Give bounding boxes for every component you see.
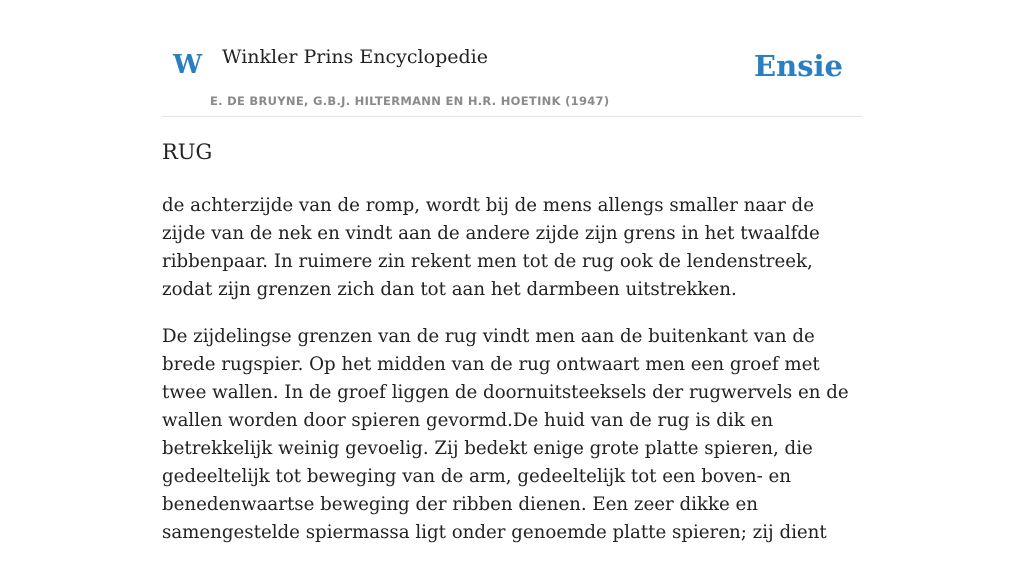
entry-title: RUG [162, 140, 213, 164]
ensie-logo[interactable]: Ensie [754, 49, 843, 83]
entry-paragraph: De zijdelingse grenzen van de rug vindt men aan de buitenkant van de brede rugspier. Op het midden van de rug ontwaart men een groef met twee wallen. In de groef liggen de doornuitsteeksels der rugwervels en de wallen worden door spieren gevormd.De huid van de rug is dik en betrekkelijk weinig gevoelig. Zij bedekt enige grote platte spieren, die gedeeltelijk tot beweging van de arm, gedeeltelijk tot een boven- en benedenwaartse beweging der ribben dienen. Een zeer dikke en samengestelde spiermassa ligt onder genoemde platte spieren; zij dient [162, 326, 849, 543]
book-authors: E. DE BRUYNE, G.B.J. HILTERMANN EN H.R. HOETINK (1947) [210, 94, 610, 108]
entry-paragraph: de achterzijde van de romp, wordt bij de mens allengs smaller naar de zijde van de nek en vindt aan de andere zijde zijn grens in het twaalfde ribbenpaar. In ruimere zin rekent men tot de rug ook de lendenstreek, zodat zijn grenzen zich dan tot aan het darmbeen uitstrekken. [162, 195, 820, 300]
site-header [162, 0, 862, 117]
entry-content [162, 192, 862, 566]
winkler-prins-logo[interactable]: W [173, 50, 203, 80]
book-title[interactable]: Winkler Prins Encyclopedie [222, 46, 488, 68]
